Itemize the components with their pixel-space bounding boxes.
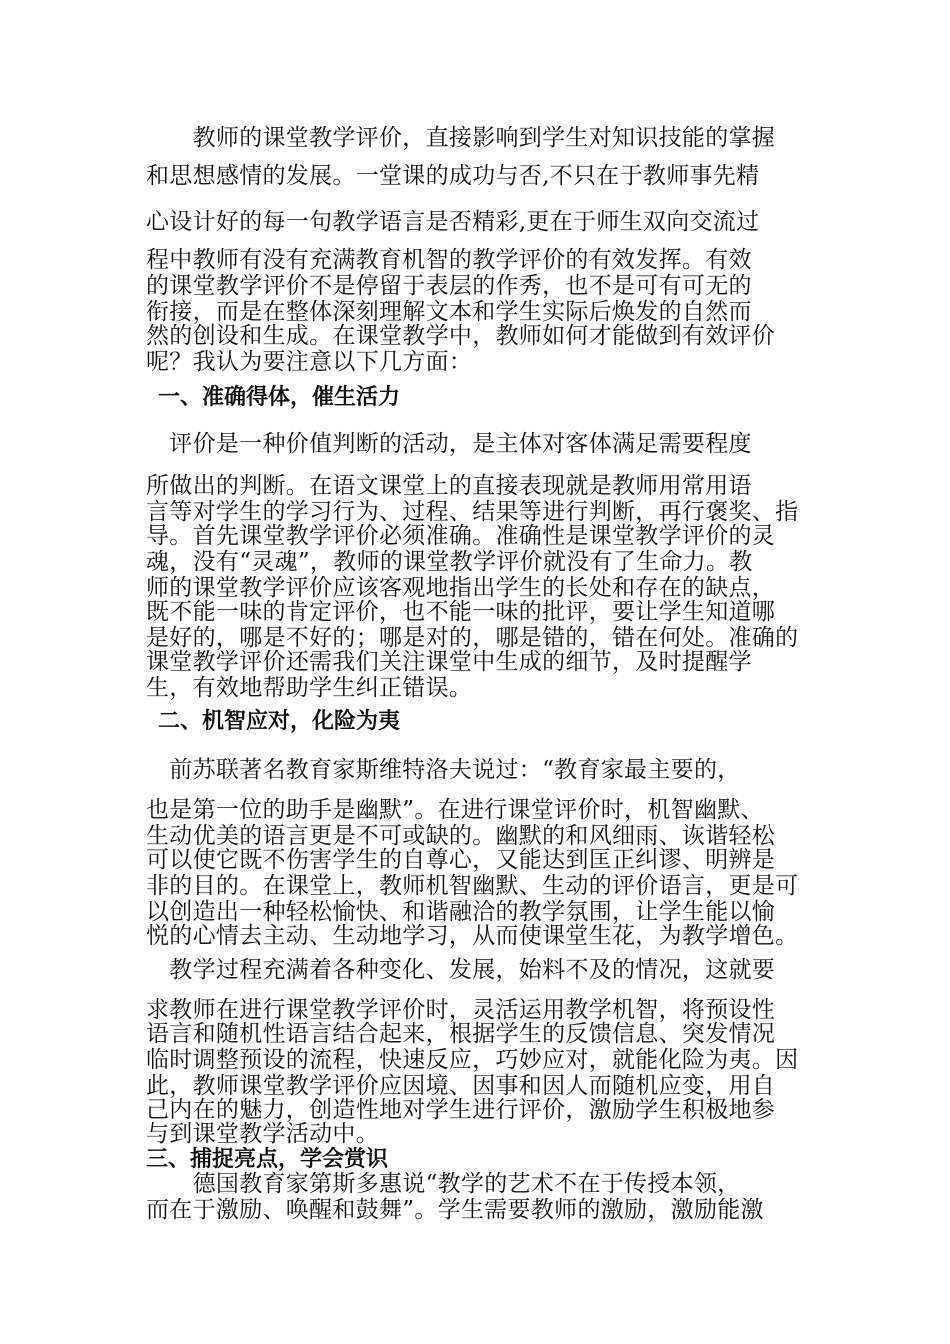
body-line: 是好的，哪是不好的；哪是对的，哪是错的，错在何处。准确的 <box>146 625 799 651</box>
body-line: 生，有效地帮助学生纠正错误。 <box>146 675 473 701</box>
body-line: 非的目的。在课堂上，教师机智幽默、生动的评价语言，更是可 <box>146 873 799 899</box>
body-line: 求教师在进行课堂教学评价时，灵活运用教学机智，将预设性 <box>146 997 776 1023</box>
body-line: 可以使它既不伤害学生的自尊心，又能达到匡正纠谬、明辨是 <box>146 847 776 873</box>
body-line: 评价是一种价值判断的活动，是主体对客体满足需要程度 <box>146 431 752 457</box>
body-line: 前苏联著名教育家斯维特洛夫说过：“教育家最主要的， <box>146 757 741 783</box>
intro-line: 心设计好的每一句教学语言是否精彩,更在于师生双向交流过 <box>146 209 760 235</box>
intro-line: 教师的课堂教学评价，直接影响到学生对知识技能的掌握 <box>146 125 776 151</box>
intro-line: 的课堂教学评价不是停留于表层的作秀，也不是可有可无的 <box>146 273 752 299</box>
body-line: 言等对学生的学习行为、过程、结果等进行判断，再行褒奖、指 <box>146 499 799 525</box>
body-line: 所做出的判断。在语文课堂上的直接表现就是教师用常用语 <box>146 473 752 499</box>
body-line: 德国教育家第斯多惠说“教学的艺术不在于传授本领， <box>146 1171 741 1197</box>
body-line: 临时调整预设的流程，快速反应，巧妙应对，就能化险为夷。因 <box>146 1047 799 1073</box>
section-heading: 二、机智应对，化险为夷 <box>158 709 401 734</box>
body-line: 而在于激励、唤醒和鼓舞”。学生需要教师的激励，激励能激 <box>146 1197 764 1223</box>
section-heading: 一、准确得体，催生活力 <box>158 385 401 410</box>
body-line: 也是第一位的助手是幽默”。在进行课堂评价时，机智幽默、 <box>146 797 764 823</box>
body-line: 魂，没有“灵魂”，教师的课堂教学评价就没有了生命力。教 <box>146 549 753 575</box>
intro-line: 呢？我认为要注意以下几方面： <box>146 349 473 375</box>
body-line: 此，教师课堂教学评价应因境、因事和因人而随机应变，用自 <box>146 1073 776 1099</box>
intro-line: 和思想感情的发展。一堂课的成功与否,不只在于教师事先精 <box>146 163 760 189</box>
section-heading: 三、捕捉亮点，学会赏识 <box>146 1147 389 1172</box>
body-line: 课堂教学评价还需我们关注课堂中生成的细节，及时提醒学 <box>146 649 752 675</box>
body-line: 己内在的魅力，创造性地对学生进行评价，激励学生积极地参 <box>146 1097 776 1123</box>
intro-line: 程中教师有没有充满教育机智的教学评价的有效发挥。有效 <box>146 247 752 273</box>
body-line: 以创造出一种轻松愉快、和谐融洽的教学氛围，让学生能以愉 <box>146 899 776 925</box>
body-line: 生动优美的语言更是不可或缺的。幽默的和风细雨、诙谐轻松 <box>146 823 776 849</box>
intro-line: 然的创设和生成。在课堂教学中，教师如何才能做到有效评价 <box>146 323 776 349</box>
intro-line: 衔接，而是在整体深刻理解文本和学生实际后焕发的自然而 <box>146 299 752 325</box>
body-line: 既不能一味的肯定评价，也不能一味的批评，要让学生知道哪 <box>146 599 776 625</box>
body-line: 导。首先课堂教学评价必须准确。准确性是课堂教学评价的灵 <box>146 523 776 549</box>
body-line: 师的课堂教学评价应该客观地指出学生的长处和存在的缺点， <box>146 575 776 601</box>
body-line: 教学过程充满着各种变化、发展，始料不及的情况，这就要 <box>146 957 776 983</box>
body-line: 语言和随机性语言结合起来，根据学生的反馈信息、突发情况 <box>146 1021 776 1047</box>
body-line: 悦的心情去主动、生动地学习，从而使课堂生花，为教学增色。 <box>146 923 799 949</box>
body-line: 与到课堂教学活动中。 <box>146 1121 379 1147</box>
